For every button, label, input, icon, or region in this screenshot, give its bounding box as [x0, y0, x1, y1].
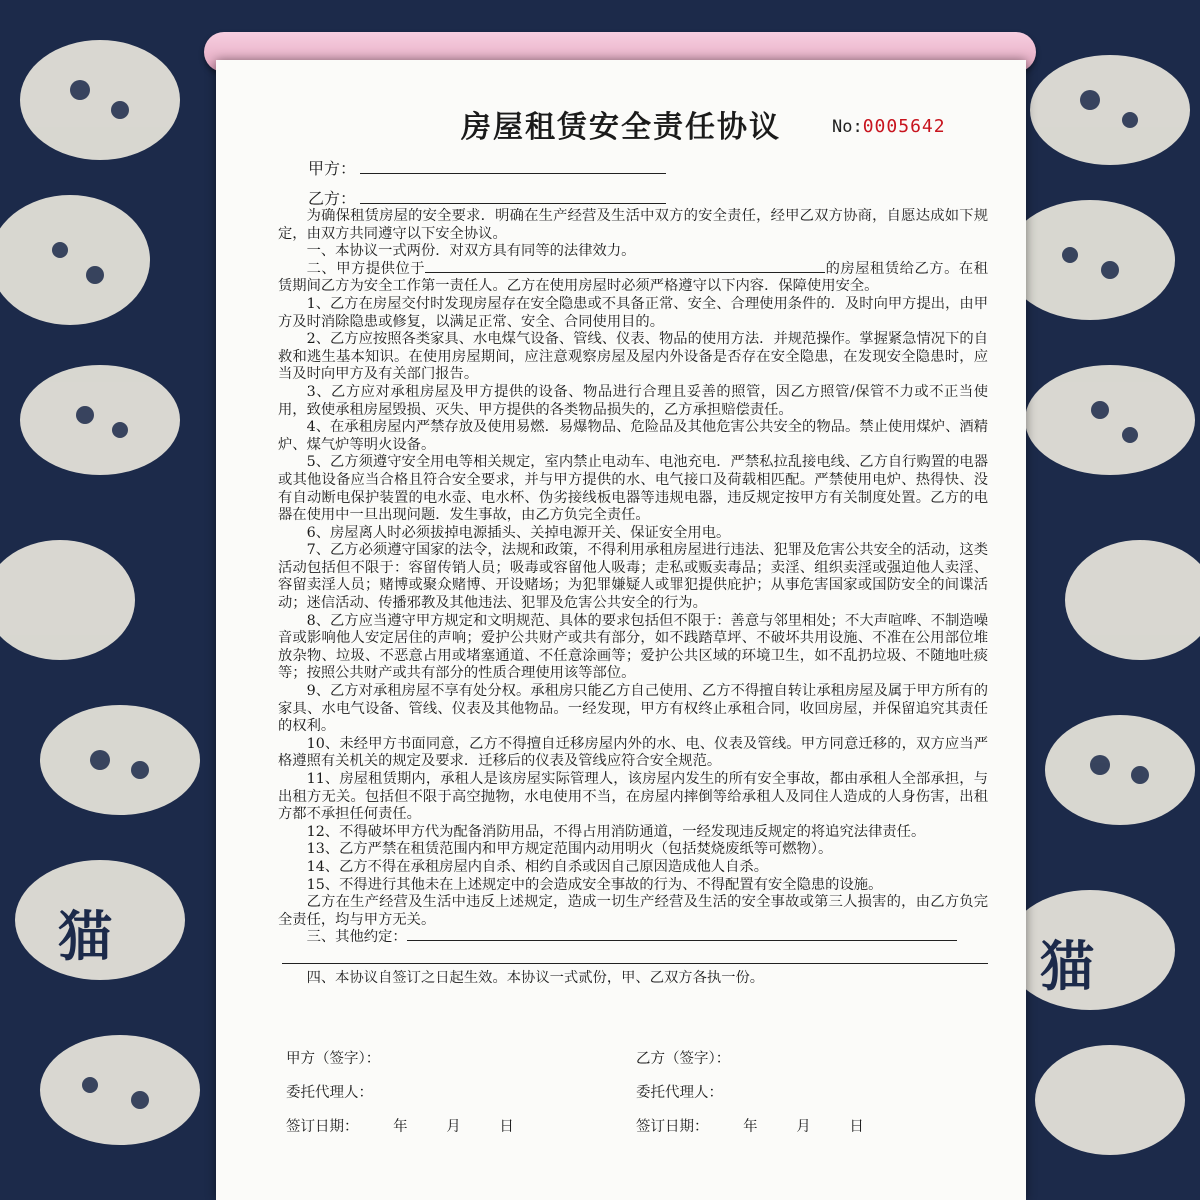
item-3: 3、乙方应对承租房屋及甲方提供的设备、物品进行合理且妥善的照管，因乙方照管/保管不力或不正当使用，致使承租房屋毁损、灭失、甲方提供的各类物品损失的，乙方承担赔偿责任。 — [278, 383, 988, 418]
item-12: 12、不得破坏甲方代为配备消防用品，不得占用消防通道，一经发现违反规定的将追究法律责任。 — [306, 823, 926, 840]
item-10: 10、未经甲方书面同意，乙方不得擅自迁移房屋内外的水、电、仪表及管线。甲方同意迁移的，双方应当严格遵照有关机关的规定及要求．迁移后的仪表及管线应符合安全规范。 — [278, 735, 988, 770]
party-a-sign-label[interactable]: 甲方（签字）： — [286, 1051, 381, 1067]
party-b-field[interactable] — [360, 191, 666, 204]
clause-2-end: 的房屋租赁给乙方。在租赁期间乙方为安全工作第一责任人。乙方在使用房屋时必须严格遵守以下内容．保障使用安全。 — [278, 260, 989, 295]
party-a-day: 日 — [499, 1119, 514, 1135]
other-terms-field[interactable] — [407, 930, 957, 941]
party-a-field[interactable] — [360, 161, 666, 174]
party-b-sign-label[interactable]: 乙方（签字）： — [636, 1051, 731, 1067]
cat-character-left: 猫 — [58, 905, 112, 968]
party-a-label: 甲方： — [308, 159, 357, 178]
closing-paragraph: 乙方在生产经营及生活中违反上述规定，造成一切生产经营及生活的安全事故或第三人损害的，由乙方负完全责任，均与甲方无关。 — [278, 894, 988, 928]
item-7: 7、乙方必须遵守国家的法令，法规和政策，不得利用承租房屋进行违法、犯罪及危害公共安全的活动，这类活动包括但不限于：容留传销人员；吸毒或容留他人吸毒；走私或贩卖毒品；卖淫、组织卖淫或强迫他人卖淫、容留卖淫人员；赌博或聚众赌博、开设赌场；为犯罪嫌疑人或罪犯提供庇护；从事危害国家或国防安全的间谍活动；迷信活动、传播邪教及其他违法、犯罪及危害公共安全的行为。 — [278, 542, 988, 612]
intro-paragraph: 为确保租赁房屋的安全要求．明确在生产经营及生活中双方的安全责任，经甲乙双方协商，自愿达成如下规定，由双方共同遵守以下安全协议。 — [278, 208, 988, 242]
party-b-signature-column — [636, 1042, 864, 1144]
item-15: 15、不得进行其他未在上述规定中的会造成安全事故的行为、不得配置有安全隐患的设施。 — [306, 876, 883, 893]
party-b-line — [308, 186, 666, 209]
property-address-field[interactable] — [425, 262, 825, 273]
party-a-signature-column — [286, 1042, 514, 1144]
clause-2 — [278, 261, 988, 296]
item-1: 1、乙方在房屋交付时发现房屋存在安全隐患或不具备正常、安全、合理使用条件的．及时向甲方提出，由甲方及时消除隐患或修复，以满足正常、安全、合同使用目的。 — [278, 295, 988, 330]
agreement-sheet — [216, 60, 1026, 1200]
item-13: 13、乙方严禁在租赁范围内和甲方规定范围内动用明火（包括焚烧废纸等可燃物）。 — [306, 841, 833, 858]
party-b-label: 乙方： — [308, 189, 357, 208]
party-a-agent-label[interactable]: 委托代理人： — [286, 1085, 373, 1101]
clause-3 — [278, 929, 988, 947]
item-9: 9、乙方对承租房屋不享有处分权。承租房只能乙方自己使用、乙方不得擅自转让承租房屋及属于甲方所有的家具、水电气设备、管线、仪表及其他物品。一经发现，甲方有权终止承租合同，收回房屋，并保留追究其责任的权利。 — [278, 683, 988, 735]
cat-character-right: 猫 — [1040, 935, 1094, 998]
party-b-agent-label[interactable]: 委托代理人： — [636, 1085, 723, 1101]
party-a-line — [308, 156, 666, 179]
item-14: 14、乙方不得在承租房屋内自杀、相约自杀或因自己原因造成他人自杀。 — [306, 858, 768, 875]
party-a-date-label: 签订日期： — [286, 1119, 359, 1135]
party-b-date-label: 签订日期： — [636, 1119, 709, 1135]
item-5: 5、乙方须遵守安全用电等相关规定，室内禁止电动车、电池充电．严禁私拉乱接电线、乙方自行购置的电器或其他设备应当合格且符合安全要求，并与甲方提供的水、电气接口及荷载相匹配。严禁使用电炉、热得快、没有自动断电保护装置的电水壶、电水杯、伪劣接线板电器等违规电器，违反规定按甲方有关制度处置。乙方的电器在使用中一旦出现问题．发生事故，由乙方负完全责任。 — [278, 454, 988, 524]
party-a-month: 月 — [446, 1119, 461, 1135]
clause-2-start: 二、甲方提供位于 — [306, 260, 426, 277]
clause-1: 一、本协议一式两份．对双方具有同等的法律效力。 — [306, 243, 636, 260]
item-8: 8、乙方应当遵守甲方规定和文明规范、具体的要求包括但不限于：善意与邻里相处；不大声喧哗、不制造噪音或影响他人安定居住的声响；爱护公共财产或共有部分，如不践踏草坪、不破坏共用设施、不准在公用部位堆放杂物、垃圾、不恶意占用或堵塞通道、不任意涂画等；爱护公共区域的环境卫生，如不乱扔垃圾、不随地吐痰等；按照公共财产或共有部分的性质合理使用该等部位。 — [278, 612, 988, 682]
other-terms-extra-line[interactable] — [282, 947, 988, 964]
item-11: 11、房屋租赁期内，承租人是该房屋实际管理人，该房屋内发生的所有安全事故，都由承租人全部承担，与出租方无关。包括但不限于高空抛物，水电使用不当，在房屋内摔倒等给承租人及同住人造成的人身伤害，出租方都不承担任何责任。 — [278, 771, 988, 823]
serial-number — [832, 116, 946, 137]
serial-prefix: No: — [832, 117, 863, 137]
party-b-month: 月 — [796, 1119, 811, 1135]
item-2: 2、乙方应按照各类家具、水电煤气设备、管线、仪表、物品的使用方法．并规范操作。掌握紧急情况下的自救和逃生基本知识。在使用房屋期间，应注意观察房屋及屋内外设备是否存在安全隐患，在发现安全隐患时，应当及时向甲方及有关部门报告。 — [278, 331, 988, 383]
party-a-year: 年 — [393, 1119, 408, 1135]
serial-digits: 0005642 — [862, 116, 946, 137]
document-title: 房屋租赁安全责任协议 — [461, 110, 781, 145]
party-a-date-line[interactable] — [286, 1110, 514, 1144]
item-4: 4、在承租房屋内严禁存放及使用易燃．易爆物品、危险品及其他危害公共安全的物品。禁止使用煤炉、酒精炉、煤气炉等明火设备。 — [278, 419, 988, 453]
clause-3-label: 三、其他约定： — [306, 929, 407, 946]
party-b-date-line[interactable] — [636, 1110, 864, 1144]
clause-4: 四、本协议自签订之日起生效。本协议一式贰份，甲、乙双方各执一份。 — [306, 969, 765, 986]
item-6: 6、房屋离人时必须拔掉电源插头、关掉电源开关、保证安全用电。 — [306, 524, 731, 541]
agreement-body — [278, 208, 988, 988]
party-b-day: 日 — [849, 1119, 864, 1135]
party-b-year: 年 — [743, 1119, 758, 1135]
